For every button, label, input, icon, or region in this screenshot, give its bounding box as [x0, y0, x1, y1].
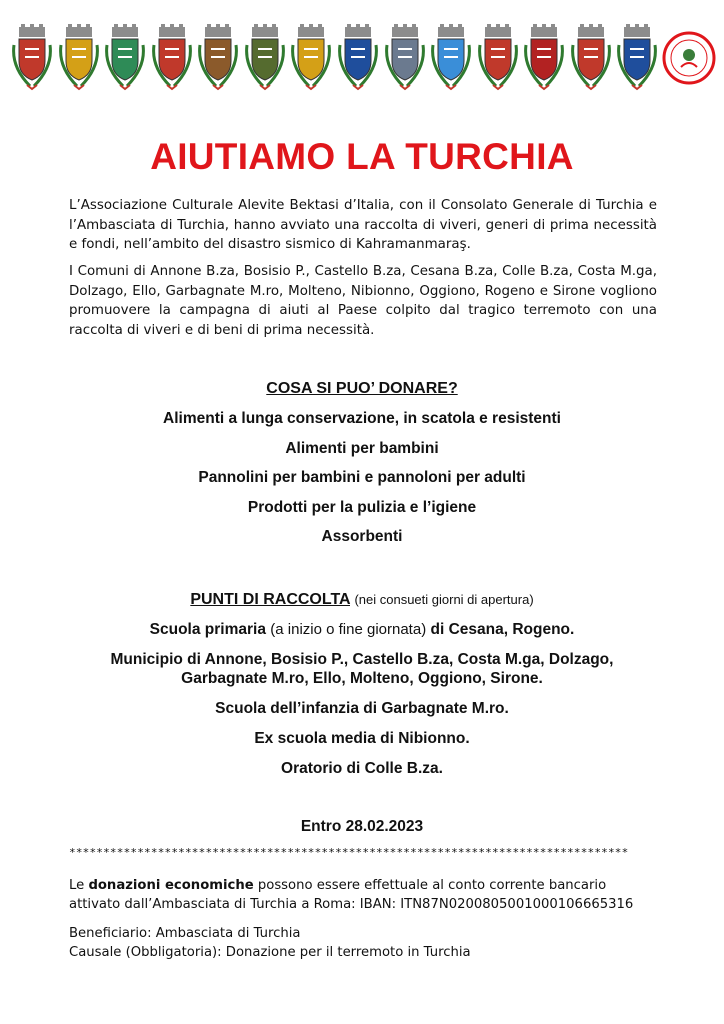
collection-points-heading-row — [0, 591, 724, 609]
school-note: (a inizio o fine giornata) — [270, 621, 427, 638]
coat-of-arms-icon — [383, 23, 427, 93]
donate-item: Prodotti per la pulizia e l’igiene — [247, 499, 477, 516]
collection-points-heading: PUNTI DI RACCOLTA — [190, 591, 350, 608]
school-places: di Cesana, Rogeno. — [430, 621, 575, 638]
collection-points-note: (nei consueti giorni di apertura) — [354, 592, 534, 607]
bank-info-line1 — [69, 876, 669, 895]
asterisk-separator: ********************************************************************************** — [69, 846, 629, 859]
donate-item: Alimenti a lunga conservazione, in scatola e resistenti — [163, 410, 561, 427]
bank-emphasis: donazioni economiche — [88, 878, 254, 893]
beneficiary: Beneficiario: Ambasciata di Turchia — [69, 926, 301, 941]
coat-of-arms-icon — [615, 23, 659, 93]
coat-of-arms-icon — [103, 23, 147, 93]
collection-point-media: Ex scuola media di Nibionno. — [254, 730, 470, 747]
collection-point-municipio-line1: Municipio di Annone, Bosisio P., Castello B.za, Costa M.ga, Dolzago, — [110, 651, 614, 668]
collection-point-municipio-line2: Garbagnate M.ro, Ello, Molteno, Oggiono, Sirone. — [181, 670, 543, 687]
coat-of-arms-icon — [429, 23, 473, 93]
intro-paragraph-municipalities: I Comuni di Annone B.za, Bosisio P., Castello B.za, Cesana B.za, Colle B.za, Costa M.ga, Dolzago, Ello, Garbagnate M.ro, Molteno, Nibionno, Oggiono, Rogeno e Sirone vogliono promuovere la campagna di aiuti al Paese colpito dal tragico terremoto con una raccolta di viveri e di beni di prima necessità. — [69, 264, 657, 338]
coat-of-arms-icon — [289, 23, 333, 93]
coat-of-arms-icon — [476, 23, 520, 93]
coat-of-arms-icon — [10, 23, 54, 93]
donate-item: Alimenti per bambini — [285, 440, 439, 457]
bank-text: possono essere effettuale al conto corrente bancario — [257, 878, 607, 893]
coat-of-arms-icon — [569, 23, 613, 93]
intro-paragraph-association: L’Associazione Culturale Alevite Bektasi d’Italia, con il Consolato Generale di Turchia e l’Ambasciata di Turchia, hanno avviato una raccolta di viveri, generi di prima necessità e fondi, nell’ambito del disastro sismico di Kahramanmaraş. — [69, 198, 657, 252]
bank-text: Le — [69, 878, 85, 893]
coat-of-arms-icon — [196, 23, 240, 93]
association-logo-icon — [662, 23, 716, 93]
municipal-crests-row — [10, 22, 716, 94]
donate-heading: COSA SI PUO’ DONARE? — [266, 380, 458, 397]
collection-point-infanzia: Scuola dell’infanzia di Garbagnate M.ro. — [215, 700, 509, 717]
collection-point-primary-school — [0, 621, 724, 639]
coat-of-arms-icon — [522, 23, 566, 93]
collection-point-oratorio: Oratorio di Colle B.za. — [281, 760, 443, 777]
bank-info-line2: attivato dall’Ambasciata di Turchia a Roma: IBAN: ITN87N0200805001000106665316 — [69, 897, 634, 912]
coat-of-arms-icon — [336, 23, 380, 93]
coat-of-arms-icon — [243, 23, 287, 93]
donate-item: Assorbenti — [321, 528, 403, 545]
coat-of-arms-icon — [150, 23, 194, 93]
page-title: AIUTIAMO LA TURCHIA — [150, 136, 574, 177]
causale: Causale (Obbligatoria): Donazione per il terremoto in Turchia — [69, 945, 471, 960]
bank-info — [69, 876, 669, 914]
coat-of-arms-icon — [57, 23, 101, 93]
school-label: Scuola primaria — [149, 621, 266, 638]
deadline: Entro 28.02.2023 — [300, 818, 424, 835]
donate-item: Pannolini per bambini e pannoloni per adulti — [198, 469, 526, 486]
